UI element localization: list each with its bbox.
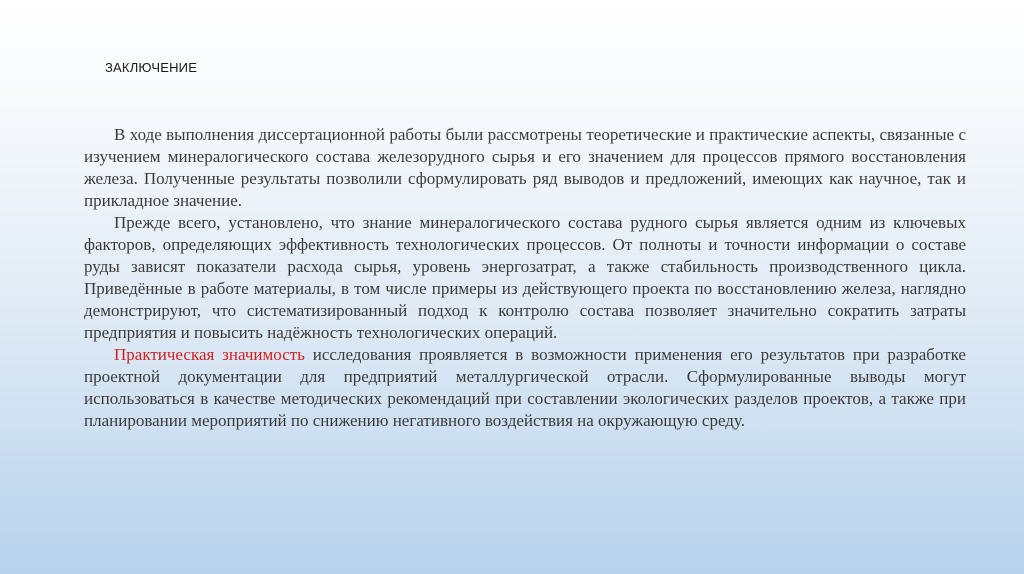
paragraph-2	[84, 212, 966, 344]
slide-heading: ЗАКЛЮЧЕНИЕ	[105, 60, 198, 75]
paragraph-1	[84, 124, 966, 212]
paragraph-1-text: В ходе выполнения диссертационной работы были рассмотрены теоретические и практические аспекты, связанные с изучением минералогического состава железорудного сырья и его значением для процессов прямого восстановления железа. Полученные результаты позволили сформулировать ряд выводов и предложений, имеющих как научное, так и прикладное значение.	[84, 125, 966, 210]
conclusion-body	[84, 124, 966, 432]
practical-significance-highlight: Практическая значимость	[114, 345, 305, 364]
paragraph-3	[84, 344, 966, 432]
paragraph-2-text: Прежде всего, установлено, что знание минералогического состава рудного сырья является одним из ключевых факторов, определяющих эффективность технологических процессов. От полноты и точности информации о составе руды зависят показатели расхода сырья, уровень энергозатрат, а также стабильность производственного цикла. Приведённые в работе материалы, в том числе примеры из действующего проекта по восстановлению железа, наглядно демонстрируют, что систематизированный подход к контролю состава позволяет значительно сократить затраты предприятия и повысить надёжность технологических операций.	[84, 213, 966, 342]
paragraph-3-text: исследования проявляется в возможности применения его результатов при разработке проектной документации для предприятий металлургической отрасли. Сформулированные выводы могут использоваться в качестве методических рекомендаций при составлении экологических разделов проектов, а также при планировании мероприятий по снижению негативного воздействия на окружающую среду.	[84, 345, 966, 430]
